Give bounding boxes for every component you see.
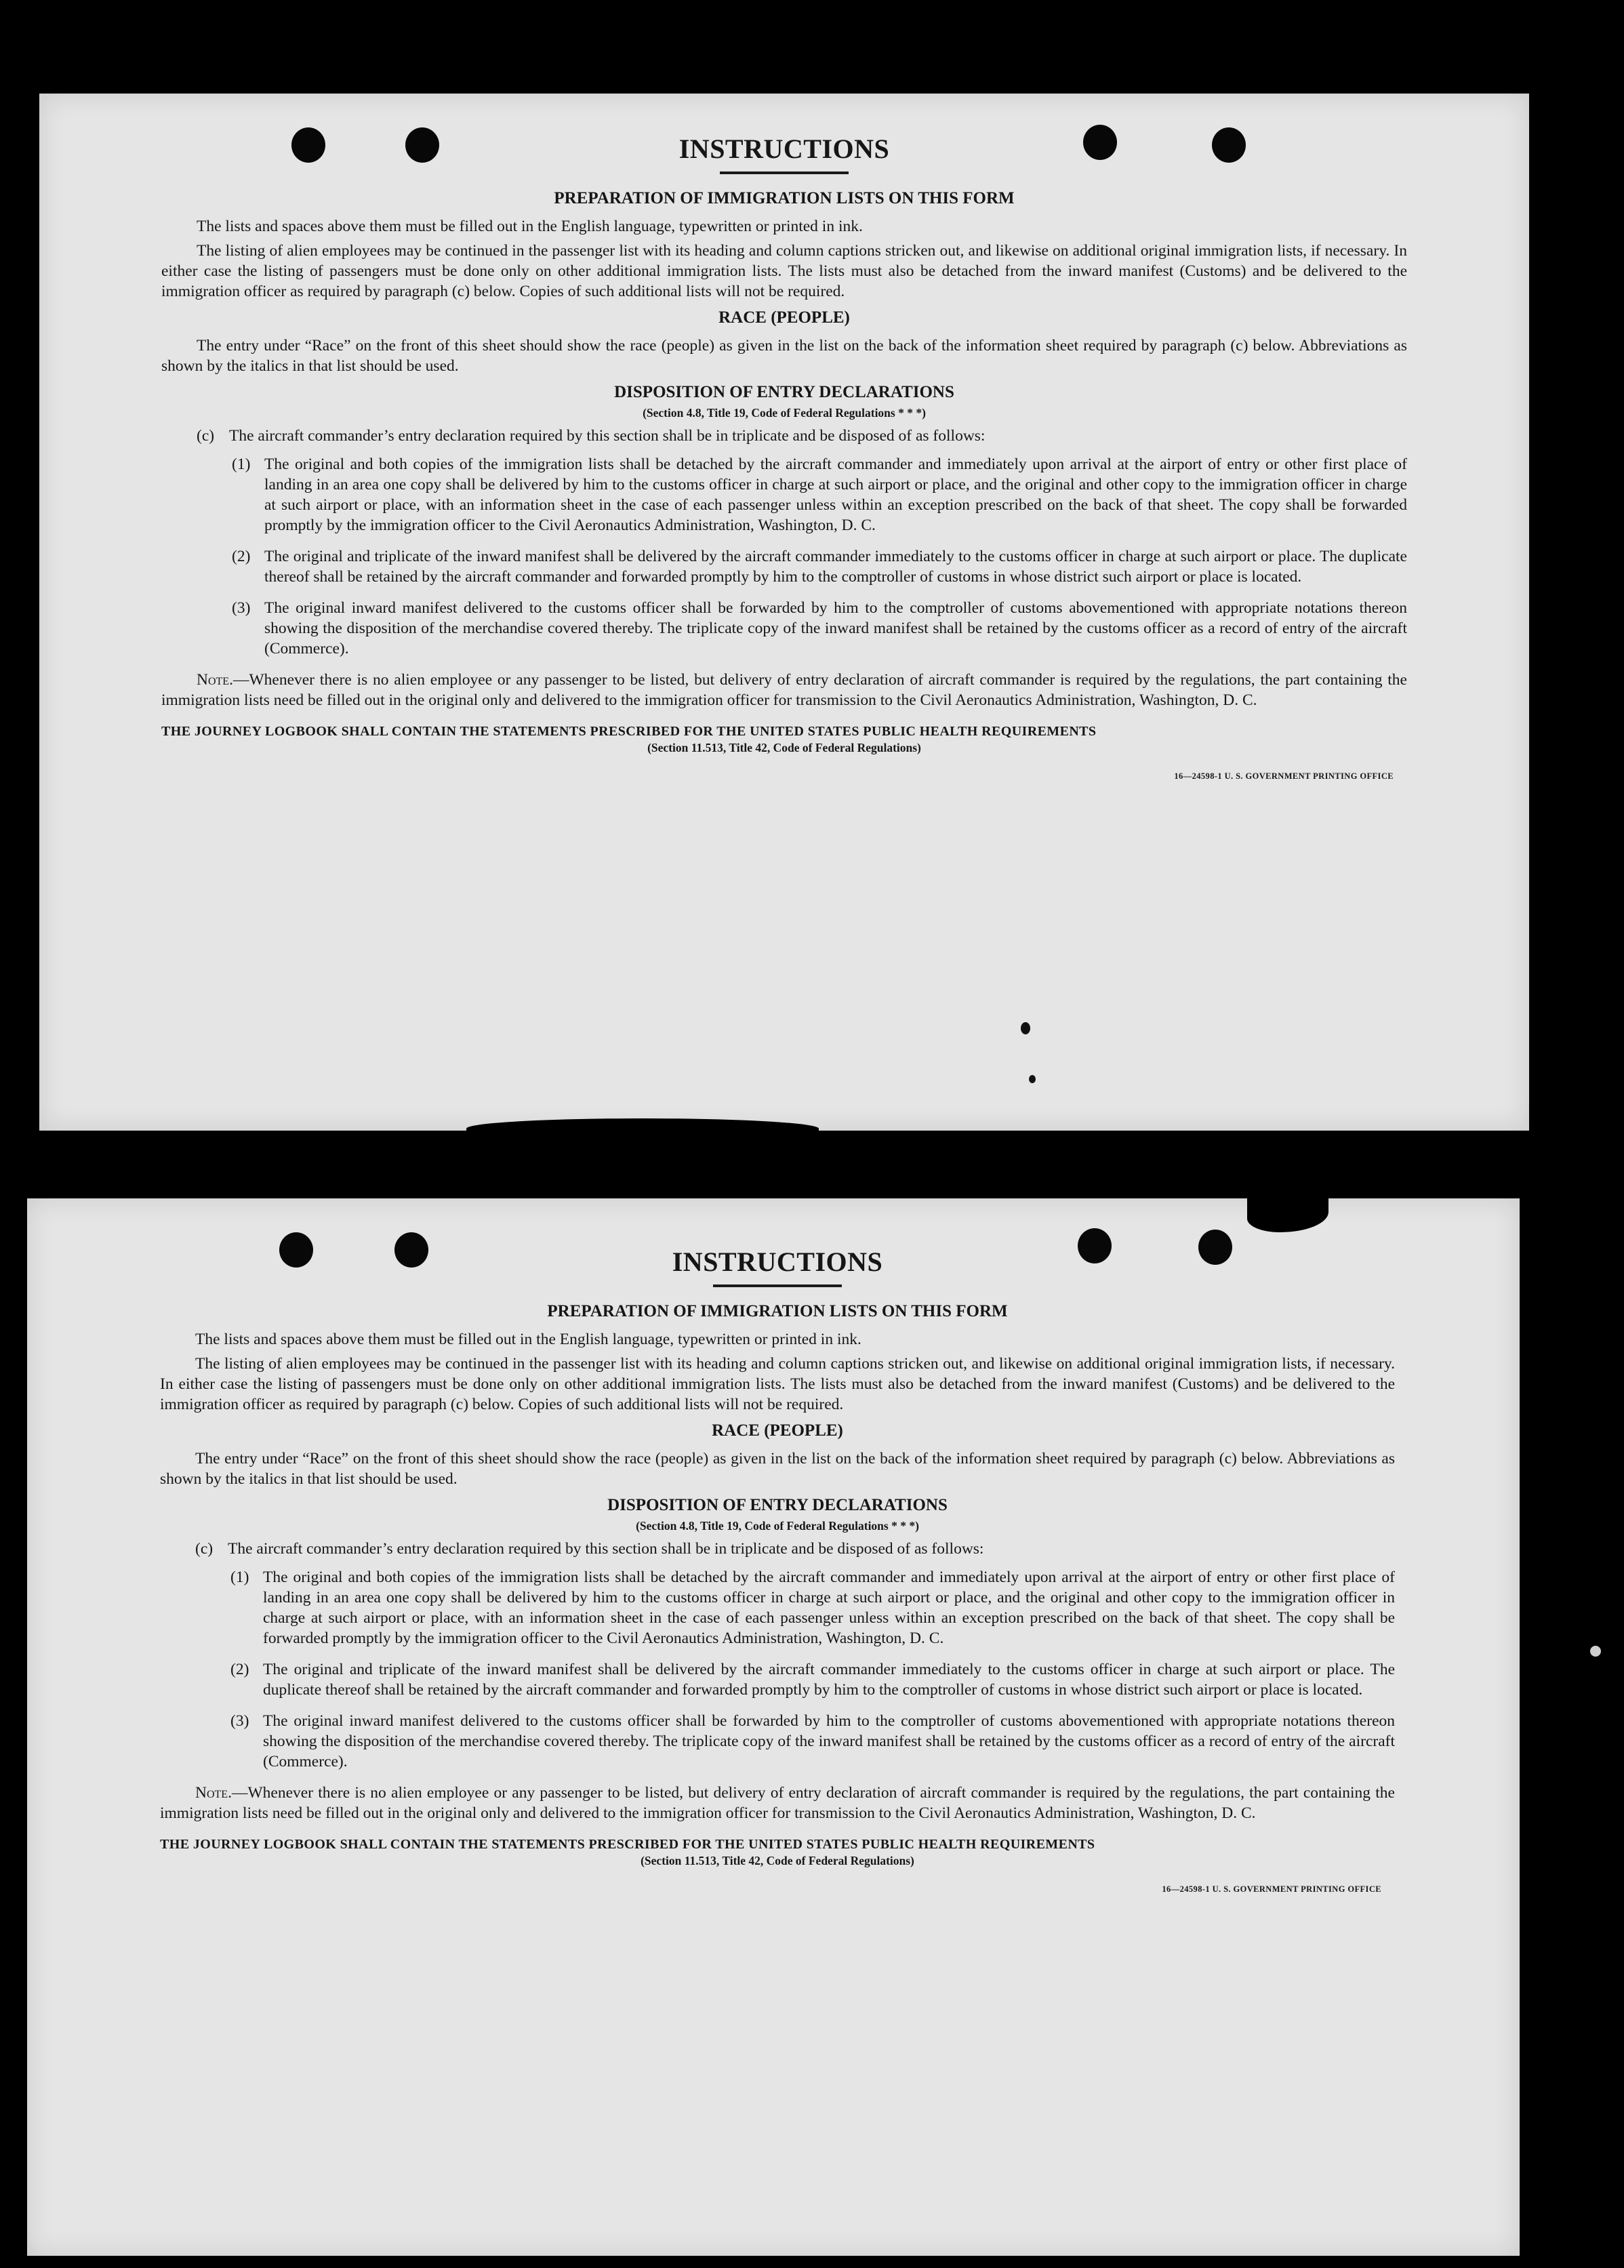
- item-text: The original and both copies of the immigration lists shall be detached by the aircraft commander and immediately upon arrival at the airport of entry or other first place of landing in an area one copy shall be delivered by him to the customs officer in charge at such airport or place, and the original and other copy to the immigration officer in charge at such airport or place, with an information sheet in the case of each passenger unless within an exception prescribed on the back of that sheet. The copy shall be forwarded promptly by the immigration officer to the Civil Aeronautics Administration, Washington, D. C.: [263, 1568, 1395, 1647]
- section-heading-disposition: DISPOSITION OF ENTRY DECLARATIONS: [607, 1496, 948, 1514]
- document-sheet-2: [27, 1198, 1520, 2256]
- note-text: —Whenever there is no alien employee or any passenger to be listed, but delivery of entry declaration of aircraft commander is required by the regulations, the part containing the immigration lists need be filled out in the original only and delivered to the immigration officer for transmission to the Civil Aeronautics Administration, Washington, D. C.: [160, 1784, 1395, 1822]
- scan-artifact: [1590, 1646, 1601, 1657]
- section-heading-race: RACE (PEOPLE): [718, 308, 850, 327]
- instructions-content: [39, 94, 1529, 782]
- health-requirements-line: THE JOURNEY LOGBOOK SHALL CONTAIN THE STATEMENTS PRESCRIBED FOR THE UNITED STATES PUBLIC HEALTH REQUIREMENTS: [160, 1837, 1095, 1852]
- section-heading-disposition: DISPOSITION OF ENTRY DECLARATIONS: [614, 383, 954, 401]
- title-underline: [713, 1284, 842, 1287]
- item-number: (1): [232, 455, 251, 473]
- paragraph-c: [160, 1539, 1395, 1559]
- paragraph-label: (c): [197, 427, 215, 445]
- item-text: The original and triplicate of the inward manifest shall be delivered by the aircraft commander immediately to the customs officer in charge at such airport or place. The duplicate thereof shall be retained by the aircraft commander and forwarded promptly by him to the comptroller of customs in whose district such airport or place is located.: [263, 1661, 1395, 1699]
- paragraph: The lists and spaces above them must be filled out in the English language, typewritten or printed in ink.: [197, 218, 863, 235]
- list-item: [160, 1711, 1395, 1772]
- list-item: [160, 1659, 1395, 1700]
- section-heading-preparation: PREPARATION OF IMMIGRATION LISTS ON THIS FORM: [547, 1302, 1008, 1320]
- list-item: [161, 454, 1407, 535]
- item-text: The original and triplicate of the inward manifest shall be delivered by the aircraft commander immediately to the customs officer in charge at such airport or place. The duplicate thereof shall be retained by the aircraft commander and forwarded promptly by him to the comptroller of customs in whose district such airport or place is located.: [264, 548, 1407, 586]
- paragraph-c: [161, 426, 1407, 446]
- note-text: —Whenever there is no alien employee or any passenger to be listed, but delivery of entry declaration of aircraft commander is required by the regulations, the part containing the immigration lists need be filled out in the original only and delivered to the immigration officer for transmission to the Civil Aeronautics Administration, Washington, D. C.: [161, 671, 1407, 709]
- paragraph: The entry under “Race” on the front of this sheet should show the race (people) as given in the list on the back of the information sheet required by paragraph (c) below. Abbreviations as shown by the italics in that list should be used.: [160, 1450, 1395, 1488]
- document-sheet-1: [39, 94, 1529, 1131]
- regulation-citation: (Section 4.8, Title 19, Code of Federal Regulations * * *): [636, 1519, 919, 1533]
- page-title: INSTRUCTIONS: [678, 134, 890, 164]
- item-number: (3): [230, 1712, 249, 1730]
- torn-edge: [466, 1118, 819, 1139]
- item-number: (1): [230, 1568, 249, 1586]
- ink-mark: [1029, 1075, 1036, 1083]
- item-number: (2): [230, 1661, 249, 1678]
- paragraph: The listing of alien employees may be continued in the passenger list with its heading and column captions stricken out, and likewise on additional original immigration lists, if necessary. In either case the listing of passengers must be done only on other additional immigration lists. The lists must also be detached from the inward manifest (Customs) and be delivered to the immigration officer as required by paragraph (c) below. Copies of such additional lists will not be required.: [160, 1355, 1395, 1413]
- paragraph: The lists and spaces above them must be filled out in the English language, typewritten or printed in ink.: [195, 1331, 861, 1348]
- health-citation: (Section 11.513, Title 42, Code of Federal Regulations): [641, 1854, 914, 1867]
- note-paragraph: [160, 1783, 1395, 1823]
- ink-mark: [1021, 1022, 1030, 1034]
- print-code: 16—24598-1 U. S. GOVERNMENT PRINTING OFFICE: [1162, 1884, 1381, 1894]
- paragraph-label: (c): [195, 1540, 214, 1558]
- instructions-content: [27, 1198, 1520, 1895]
- health-requirements-line: THE JOURNEY LOGBOOK SHALL CONTAIN THE STATEMENTS PRESCRIBED FOR THE UNITED STATES PUBLIC HEALTH REQUIREMENTS: [161, 724, 1097, 739]
- section-heading-preparation: PREPARATION OF IMMIGRATION LISTS ON THIS FORM: [554, 189, 1015, 207]
- item-text: The original and both copies of the immigration lists shall be detached by the aircraft commander and immediately upon arrival at the airport of entry or other first place of landing in an area one copy shall be delivered by him to the customs officer in charge at such airport or place, and the original and other copy to the immigration officer in charge at such airport or place, with an information sheet in the case of each passenger unless within an exception prescribed on the back of that sheet. The copy shall be forwarded promptly by the immigration officer to the Civil Aeronautics Administration, Washington, D. C.: [264, 455, 1407, 534]
- page-title: INSTRUCTIONS: [672, 1247, 883, 1277]
- health-citation: (Section 11.513, Title 42, Code of Federal Regulations): [647, 741, 921, 754]
- list-item: [161, 598, 1407, 659]
- item-number: (2): [232, 548, 251, 565]
- paragraph: The listing of alien employees may be continued in the passenger list with its heading and column captions stricken out, and likewise on additional original immigration lists, if necessary. In either case the listing of passengers must be done only on other additional immigration lists. The lists must also be detached from the inward manifest (Customs) and be delivered to the immigration officer as required by paragraph (c) below. Copies of such additional lists will not be required.: [161, 242, 1407, 300]
- print-code: 16—24598-1 U. S. GOVERNMENT PRINTING OFFICE: [1174, 771, 1394, 781]
- note-label: Note.: [197, 671, 233, 689]
- title-underline: [720, 171, 849, 174]
- paragraph: The entry under “Race” on the front of this sheet should show the race (people) as given in the list on the back of the information sheet required by paragraph (c) below. Abbreviations as shown by the italics in that list should be used.: [161, 337, 1407, 375]
- section-heading-race: RACE (PEOPLE): [712, 1421, 843, 1440]
- item-text: The original inward manifest delivered to the customs officer shall be forwarded by him to the comptroller of customs abovementioned with appropriate notations thereon showing the disposition of the merchandise covered thereby. The triplicate copy of the inward manifest shall be retained by the customs officer as a record of entry of the aircraft (Commerce).: [263, 1712, 1395, 1770]
- paragraph-text: The aircraft commander’s entry declaration required by this section shall be in triplicate and be disposed of as follows:: [229, 427, 986, 445]
- item-text: The original inward manifest delivered to the customs officer shall be forwarded by him to the comptroller of customs abovementioned with appropriate notations thereon showing the disposition of the merchandise covered thereby. The triplicate copy of the inward manifest shall be retained by the customs officer as a record of entry of the aircraft (Commerce).: [264, 599, 1407, 657]
- regulation-citation: (Section 4.8, Title 19, Code of Federal Regulations * * *): [643, 406, 926, 420]
- list-item: [161, 546, 1407, 587]
- item-number: (3): [232, 599, 251, 617]
- list-item: [160, 1567, 1395, 1648]
- paragraph-text: The aircraft commander’s entry declaration required by this section shall be in triplicate and be disposed of as follows:: [228, 1540, 984, 1558]
- note-label: Note.: [195, 1784, 232, 1802]
- note-paragraph: [161, 670, 1407, 710]
